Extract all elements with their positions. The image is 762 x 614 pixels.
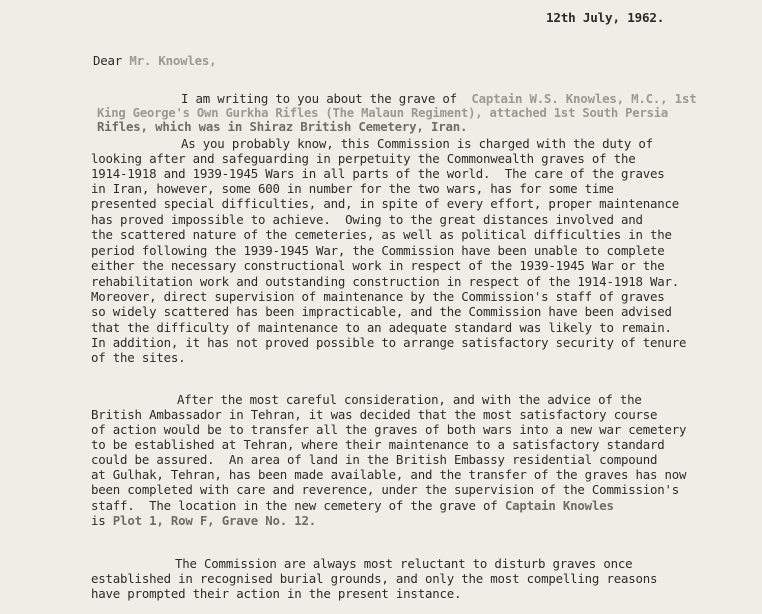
para2-line: of action would be to transfer all the graves of both wars into a new war cemetery xyxy=(91,422,687,437)
intro-line-1 xyxy=(181,92,696,106)
para1-line: of the sites. xyxy=(91,350,186,365)
intro-line-2: King George's Own Gurkha Rifles (The Malaun Regiment), attached 1st South Persia xyxy=(97,106,668,120)
salutation-dear: Dear xyxy=(93,53,123,68)
para2-line: been completed with care and reverence, under the supervision of the Commission's xyxy=(91,482,680,497)
para1-line: rehabilitation work and outstanding construction in respect of the 1914-1918 War. xyxy=(91,274,680,289)
para1-line: 1914-1918 and 1939-1945 Wars in all parts of the world. The care of the graves xyxy=(91,166,665,181)
para1-line: so widely scattered has been impracticable, and the Commission have been advised xyxy=(91,304,672,319)
para2-line: After the most careful consideration, and with the advice of the xyxy=(177,392,642,407)
para2-line: to be established at Tehran, where their maintenance to a satisfactory standard xyxy=(91,437,665,452)
para1-line: period following the 1939-1945 War, the Commission have been unable to complete xyxy=(91,243,665,258)
soldier-name: Captain W.S. Knowles, M.C., 1st xyxy=(471,91,697,106)
para1-line: As you probably know, this Commission is charged with the duty of xyxy=(181,136,653,151)
para2-line-plot xyxy=(91,514,316,528)
intro-text: I am writing to you about the grave of xyxy=(181,91,457,106)
para2-line-location xyxy=(91,499,614,513)
captain-name: Captain Knowles xyxy=(504,498,614,513)
para3-line: have prompted their action in the present instance. xyxy=(91,586,462,601)
para1-line: the scattered nature of the cemeteries, as well as political difficulties in the xyxy=(91,227,672,242)
location-text: staff. The location in the new cemetery of the grave of xyxy=(91,498,498,513)
para1-line: In addition, it has not proved possible to arrange satisfactory security of tenure xyxy=(91,335,687,350)
para1-line: in Iran, however, some 600 in number for the two wars, has for some time xyxy=(91,181,614,196)
plot-reference: Plot 1, Row F, Grave No. 12. xyxy=(112,513,317,528)
para1-line: either the necessary constructional work in respect of the 1939-1945 War or the xyxy=(91,258,665,273)
location-is: is xyxy=(91,513,106,528)
para2-line: British Ambassador in Tehran, it was decided that the most satisfactory course xyxy=(91,407,658,422)
para1-line: presented special difficulties, and, in spite of every effort, proper maintenance xyxy=(91,196,680,211)
para3-line: The Commission are always most reluctant to disturb graves once xyxy=(175,556,633,571)
intro-line-3: Rifles, which was in Shiraz British Cemetery, Iran. xyxy=(97,119,468,134)
para1-line: Moreover, direct supervision of maintenance by the Commission's staff of graves xyxy=(91,289,665,304)
para1-line: that the difficulty of maintenance to an adequate standard was likely to remain. xyxy=(91,320,672,335)
para2-line: could be assured. An area of land in the British Embassy residential compound xyxy=(91,452,658,467)
para3-line: established in recognised burial grounds, and only the most compelling reasons xyxy=(91,571,658,586)
letter-date: 12th July, 1962. xyxy=(546,10,665,25)
salutation xyxy=(93,54,216,68)
para1-line: looking after and safeguarding in perpetuity the Commonwealth graves of the xyxy=(91,151,636,166)
para1-line: has proved impossible to achieve. Owing to the great distances involved and xyxy=(91,212,643,227)
para2-line: at Gulhak, Tehran, has been made available, and the transfer of the graves has now xyxy=(91,467,687,482)
salutation-name: Mr. Knowles, xyxy=(129,53,217,68)
